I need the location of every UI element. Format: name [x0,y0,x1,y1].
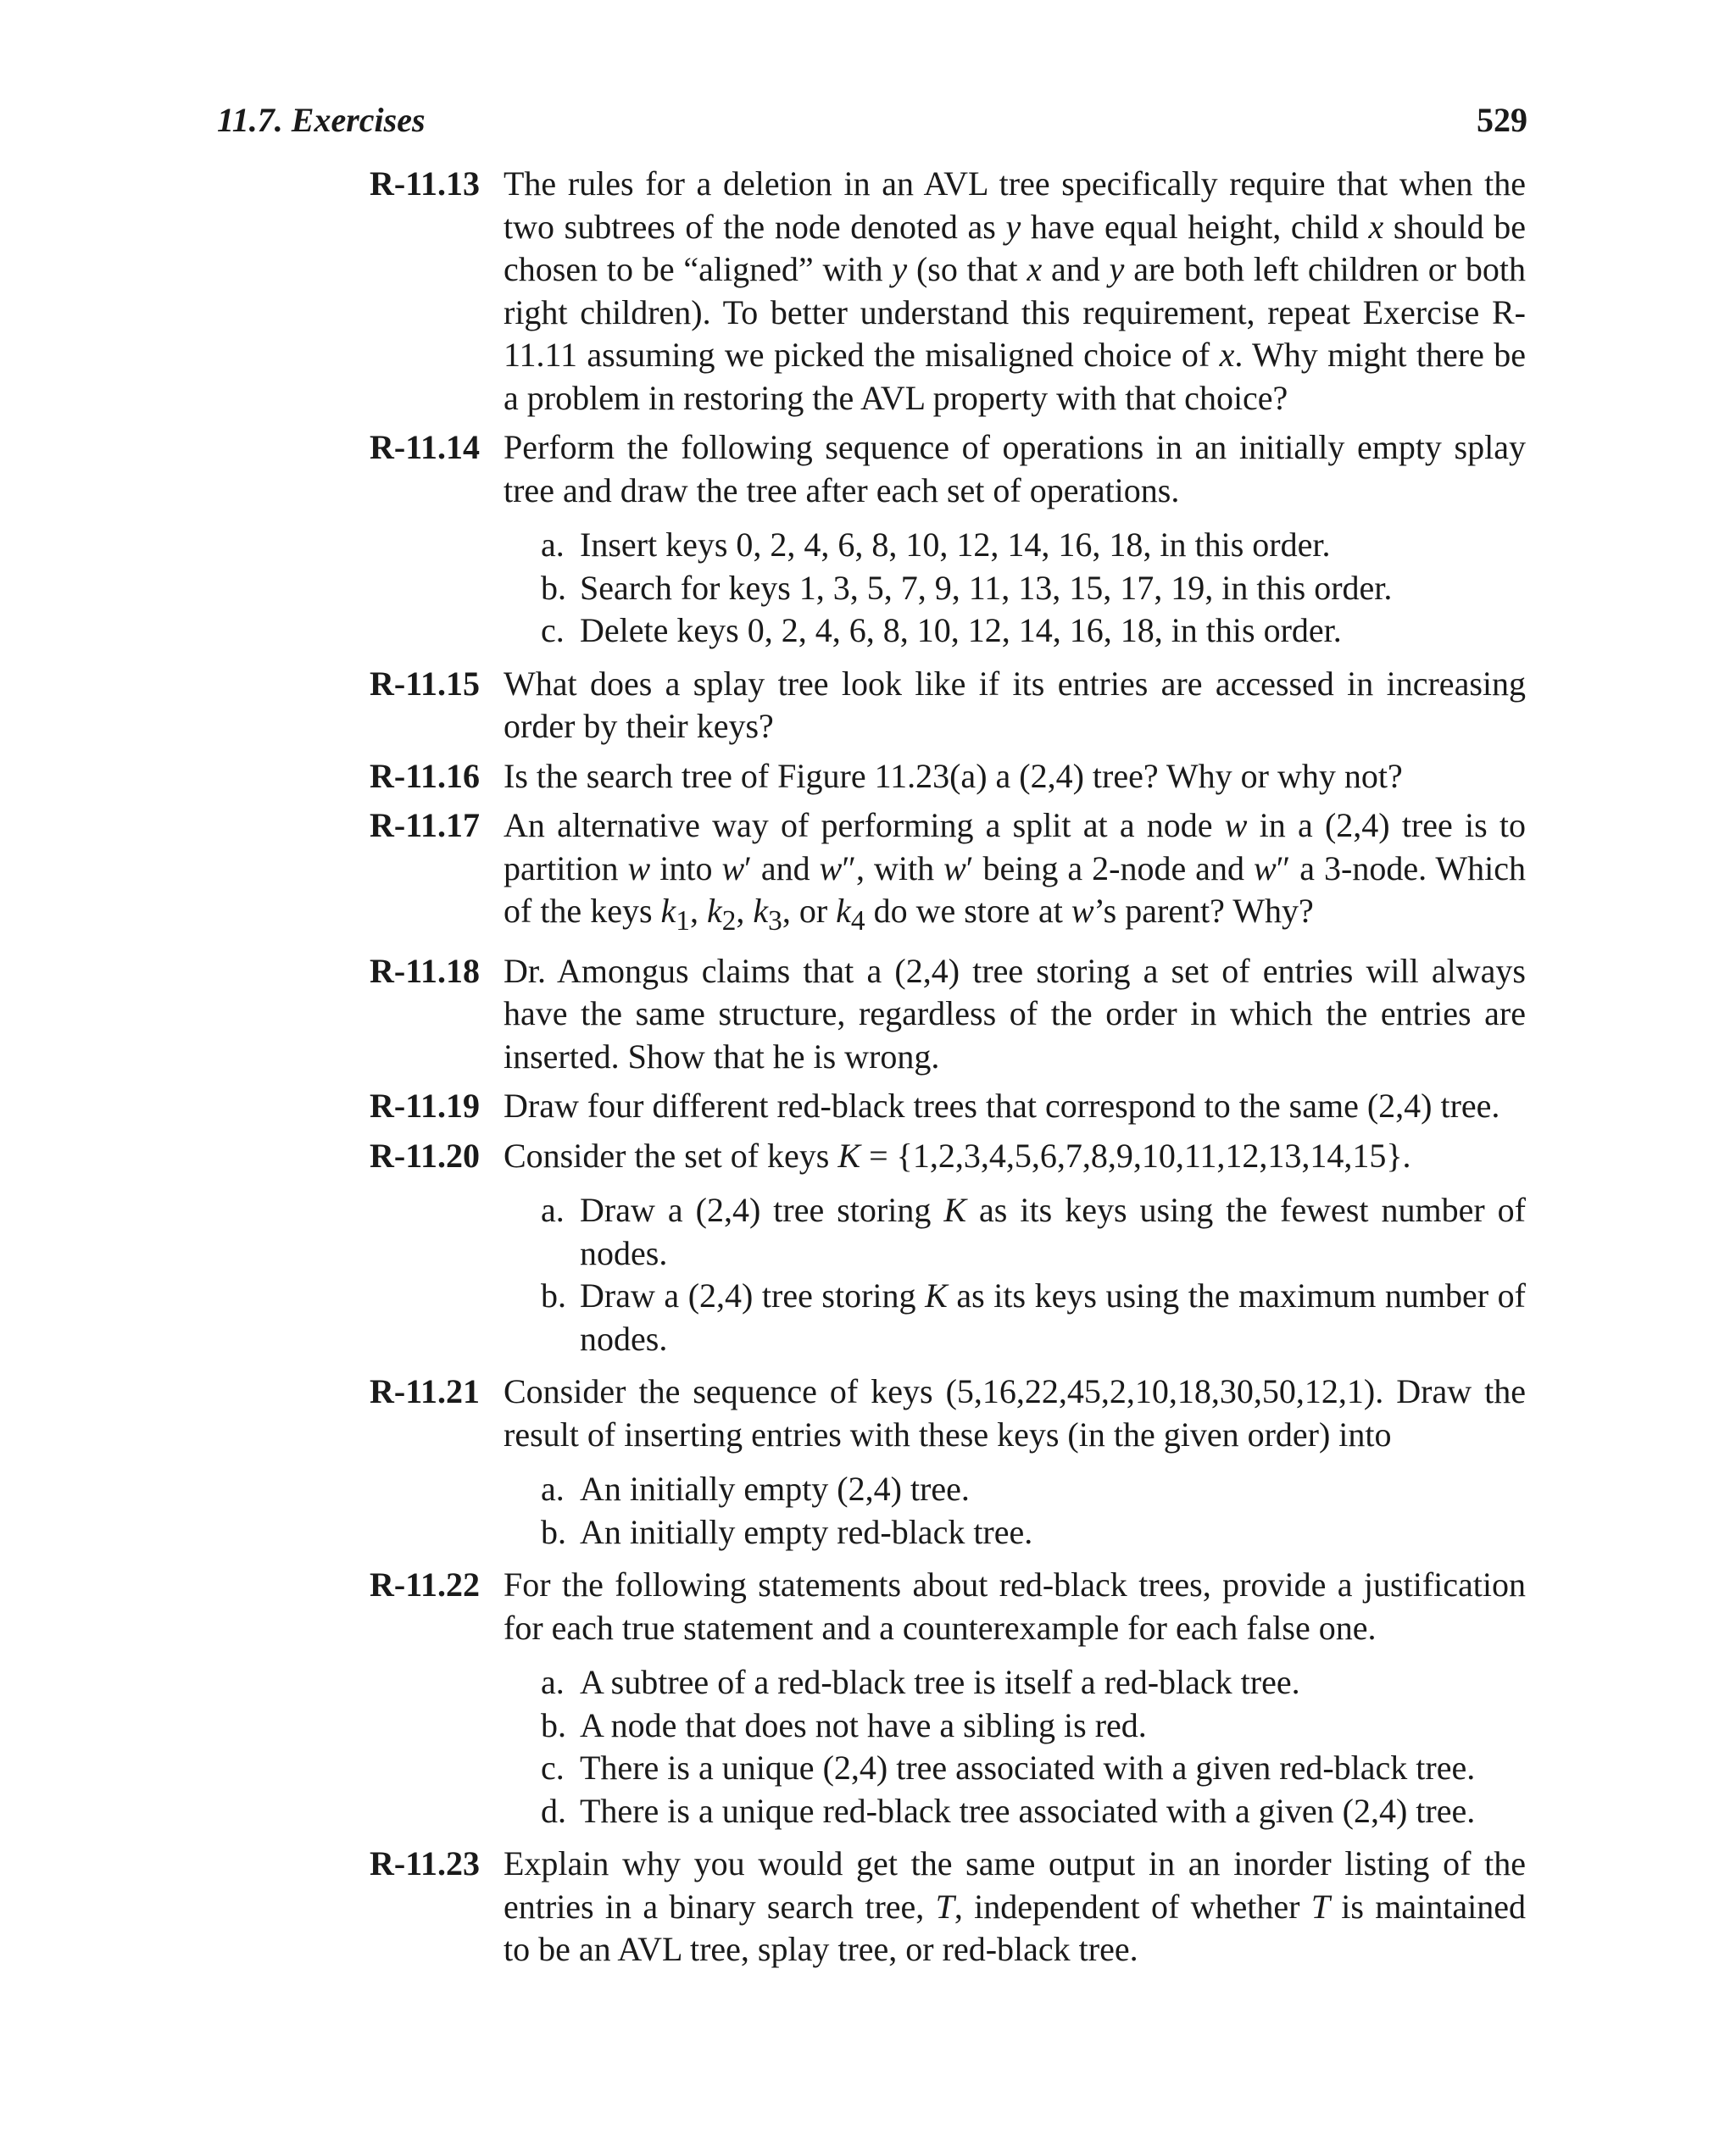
subitem-label: a. [541,526,565,564]
exercise-number: R-11.18 [370,951,480,990]
subitem-text: Search for keys 1, 3, 5, 7, 9, 11, 13, 15, 17, 19, in this order. [580,568,1393,607]
subitem [541,1468,1526,1511]
subitem-text: Draw a (2,4) tree storing K as its keys using the maximum number of nodes. [580,1276,1526,1358]
exercise-text: An alternative way of performing a split at a node w in a (2,4) tree is to partition w into w′ and w″, with w′ being a 2-node and w″ a 3-node. Which of the keys $k_1$, $k_2$, $k_3$, or $k_4$ do we store at w’s parent? Why? [504,806,1526,937]
subitem-label: b. [541,1276,566,1315]
subitem-label: c. [541,611,565,649]
subitem [541,609,1526,653]
subitem-text: There is a unique (2,4) tree associated with a given red-black tree. [580,1749,1476,1787]
exercise-number: R-11.23 [370,1844,480,1882]
subitem-label: a. [541,1663,565,1701]
subitem [541,567,1526,610]
subitem-label: b. [541,1512,566,1551]
exercise-item [370,1843,1526,1971]
subitem [541,1747,1526,1790]
subitem-text: Insert keys 0, 2, 4, 6, 8, 10, 12, 14, 16, 18, in this order. [580,526,1331,564]
subitem-text: An initially empty red-black tree. [580,1512,1033,1551]
subitem [541,1189,1526,1275]
exercise-number: R-11.17 [370,806,480,844]
section-title: 11.7. Exercises [217,101,426,139]
subitem-text: Draw a (2,4) tree storing K as its keys using the fewest number of nodes. [580,1191,1527,1272]
exercise-item [370,755,1526,798]
subitem [541,524,1526,567]
exercise-number: R-11.20 [370,1136,480,1175]
subitem [541,1661,1526,1704]
exercise-list [370,163,1526,1978]
exercise-text: Draw four different red-black trees that correspond to the same (2,4) tree. [504,1087,1500,1125]
exercise-text: Perform the following sequence of operations in an initially empty splay tree and draw the tree after each set of operations. [504,428,1526,509]
exercise-item [370,163,1526,420]
exercise-number: R-11.14 [370,428,480,466]
exercise-item [370,426,1526,653]
exercise-number: R-11.22 [370,1565,480,1604]
exercise-item [370,1371,1526,1554]
exercise-item [370,1135,1526,1361]
subitem [541,1790,1526,1833]
subitem-list [504,524,1526,653]
exercise-item [370,804,1526,943]
subitem [541,1275,1526,1360]
subitem-label: a. [541,1470,565,1508]
subitem-label: d. [541,1791,566,1830]
exercise-text: Explain why you would get the same output in an inorder listing of the entries in a binary search tree, T, independent of whether T is maintained to be an AVL tree, splay tree, or red-black tree. [504,1844,1526,1968]
subitem-label: a. [541,1191,565,1229]
subitem-list [504,1661,1526,1832]
page-number: 529 [1477,101,1527,139]
subitem-label: b. [541,568,566,607]
exercise-item [370,1564,1526,1832]
exercise-text: Consider the set of keys K = {1,2,3,4,5,6,7,8,9,10,11,12,13,14,15}. [504,1136,1411,1175]
subitem [541,1704,1526,1748]
exercise-text: Consider the sequence of keys (5,16,22,45,2,10,18,30,50,12,1). Draw the result of inserting entries with these keys (in the given order) into [504,1372,1526,1454]
exercise-text: Is the search tree of Figure 11.23(a) a (2,4) tree? Why or why not? [504,756,1403,795]
subitem-text: An initially empty (2,4) tree. [580,1470,970,1508]
exercise-text: Dr. Amongus claims that a (2,4) tree storing a set of entries will always have the same structure, regardless of the order in which the entries are inserted. Show that he is wrong. [504,951,1526,1076]
exercise-text: What does a splay tree look like if its entries are accessed in increasing order by their keys? [504,664,1526,745]
exercise-text: The rules for a deletion in an AVL tree specifically require that when the two subtrees of the node denoted as y have equal height, child x should be chosen to be “aligned” with y (so that x and y are both left children or both right children). To better understand this requirement, repeat Exercise R-11.11 assuming we picked the misaligned choice of x. Why might there be a problem in restoring the AVL property with that choice? [504,164,1526,417]
subitem-list [504,1189,1526,1360]
subitem-text: A subtree of a red-black tree is itself a red-black tree. [580,1663,1300,1701]
exercise-item [370,1085,1526,1128]
exercise-item [370,663,1526,748]
running-header [217,100,1527,142]
subitem [541,1511,1526,1554]
exercise-item [370,950,1526,1079]
subitem-label: b. [541,1705,566,1744]
exercise-number: R-11.15 [370,664,480,703]
exercise-text: For the following statements about red-black trees, provide a justification for each true statement and a counterexample for each false one. [504,1565,1526,1647]
subitem-label: c. [541,1749,565,1787]
exercise-number: R-11.13 [370,164,480,203]
exercise-number: R-11.21 [370,1372,480,1410]
exercise-number: R-11.19 [370,1087,480,1125]
subitem-list [504,1468,1526,1554]
subitem-text: There is a unique red-black tree associated with a given (2,4) tree. [580,1791,1476,1830]
subitem-text: Delete keys 0, 2, 4, 6, 8, 10, 12, 14, 16, 18, in this order. [580,611,1342,649]
exercise-number: R-11.16 [370,756,480,795]
subitem-text: A node that does not have a sibling is red. [580,1705,1147,1744]
